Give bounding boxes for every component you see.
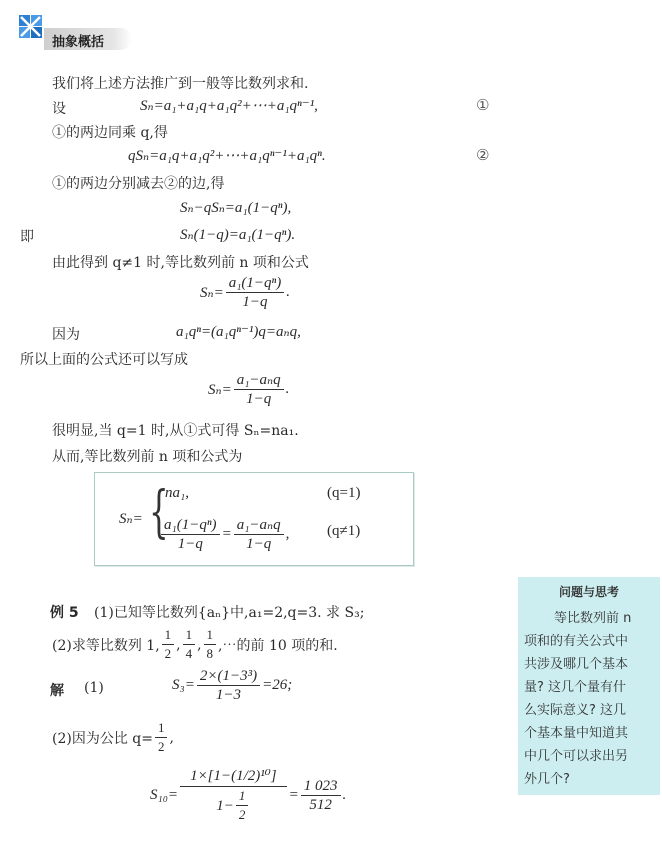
sequence-term-2-num: 1	[162, 627, 175, 645]
because-word: 因为	[52, 327, 80, 343]
solution-part-1-label: (1)	[84, 680, 104, 696]
ratio-numerator: 1	[155, 720, 168, 738]
think-sidebar	[518, 577, 660, 795]
s10-result-denominator: 512	[309, 797, 332, 813]
sequence-term-3-num: 1	[183, 627, 196, 645]
s3-lhs: S₃=	[172, 677, 195, 693]
sidebar-line: 项和的有关公式中	[524, 634, 629, 649]
s10-numerator: 1×[1−(1/2)¹⁰]	[180, 768, 287, 787]
section-title: 抽象概括	[52, 35, 105, 50]
case-1-condition: (q=1)	[327, 485, 361, 501]
sidebar-line: 外几个?	[524, 772, 570, 787]
equation-2: qSₙ=a₁q+a₁q²+⋯+a₁qⁿ⁻¹+a₁qⁿ.	[128, 148, 326, 164]
equation-6: a₁qⁿ=(a₁qⁿ⁻¹)q=aₙq,	[176, 324, 301, 340]
formula-1-denominator: 1−q	[242, 294, 268, 310]
solution-part-2	[52, 720, 174, 755]
example-part-2: (2)求等比数列 1, $\frac{1}{2}$ , $\frac{1}{4}$ , $\frac{1}{8}$ ,⋯的前 10 项的和.	[52, 627, 338, 661]
solution-s3	[172, 668, 292, 703]
s10-denominator-frac-den: 2	[238, 807, 246, 822]
sequence-term-2-den: 2	[164, 646, 172, 661]
sidebar-line: 共涉及哪几个基本	[524, 657, 629, 672]
example-label: 例 5	[50, 605, 79, 621]
section-cube-icon	[18, 14, 44, 42]
step-q-equals-1: 很明显,当 q=1 时,从①式可得 Sₙ=na₁.	[52, 423, 299, 439]
equation-3: Sₙ−qSₙ=a₁(1−qⁿ),	[180, 200, 292, 216]
s10-period: .	[342, 787, 347, 803]
example-part-2-prefix: (2)求等比数列 1,	[52, 637, 160, 654]
sidebar-title: 问题与思考	[558, 585, 619, 599]
case-2-comma: ,	[285, 526, 290, 542]
solution-part-2-suffix: ,	[169, 729, 174, 746]
case-2-numerator-1: a₁(1−qⁿ)	[161, 517, 220, 535]
case-2-numerator-2: a₁−aₙq	[234, 517, 284, 535]
sidebar-line: 量? 这几个量有什	[524, 680, 627, 695]
box-lhs: Sₙ=	[119, 511, 143, 527]
equation-4: Sₙ(1−q)=a₁(1−qⁿ).	[180, 227, 296, 243]
step-formula-intro: 由此得到 q≠1 时,等比数列前 n 项和公式	[52, 255, 309, 271]
case-2-condition: (q≠1)	[327, 523, 361, 539]
case-2-equals: =	[221, 526, 232, 542]
intro-text: 我们将上述方法推广到一般等比数列求和.	[52, 76, 309, 92]
solution-label: 解	[50, 683, 64, 699]
s10-denominator-frac-num: 1	[236, 788, 249, 806]
equation-1-marker: ①	[476, 96, 490, 114]
let-word: 设	[52, 101, 66, 117]
step-rewrite: 所以上面的公式还可以写成	[20, 352, 188, 368]
case-1-expression: na₁,	[165, 485, 189, 501]
equation-1: Sₙ=a₁+a₁q+a₁q²+⋯+a₁qⁿ⁻¹,	[140, 98, 318, 114]
sidebar-line: 等比数列前 n	[554, 611, 632, 626]
example-part-2-suffix: ,⋯的前 10 项的和.	[218, 637, 338, 654]
sequence-term-3-den: 4	[185, 646, 193, 661]
case-2-denominator-2: 1−q	[246, 536, 272, 552]
s10-equals: =	[288, 787, 299, 803]
case-2-expression	[159, 517, 289, 552]
formula-1: Sₙ= $\frac{\text{a₁(1−qⁿ)}}{1-q}$ .	[200, 275, 291, 310]
example-part-1: (1)已知等比数列{aₙ}中,a₁=2,q=3. 求 S₃;	[94, 605, 365, 621]
formula-1-numerator: a₁(1−qⁿ)	[226, 275, 285, 293]
step-conclusion: 从而,等比数列前 n 项和公式为	[52, 449, 243, 465]
sequence-term-4-num: 1	[204, 627, 217, 645]
equation-2-marker: ②	[476, 146, 490, 164]
formula-2-denominator: 1−q	[246, 391, 272, 407]
case-2-denominator-1: 1−q	[177, 536, 203, 552]
formula-1-lhs: Sₙ=	[200, 285, 224, 301]
sidebar-line: 中几个可以求出另	[524, 749, 629, 764]
sum-formula-box	[94, 472, 414, 566]
formula-2-numerator: a₁−aₙq	[234, 372, 284, 390]
solution-s10	[150, 768, 346, 823]
sidebar-line: 么实际意义? 这几	[524, 703, 627, 718]
s3-result: =26;	[262, 677, 293, 693]
s10-denominator-prefix: 1−	[216, 797, 234, 814]
s10-lhs: S₁₀=	[150, 787, 179, 803]
s3-denominator: 1−3	[215, 687, 242, 703]
sequence-term-4-den: 8	[206, 646, 214, 661]
that-is-word: 即	[20, 229, 34, 245]
step-multiply: ①的两边同乘 q,得	[52, 125, 168, 141]
s10-result-numerator: 1 023	[301, 778, 341, 796]
s3-numerator: 2×(1−3³)	[197, 668, 260, 686]
solution-part-2-prefix: (2)因为公比 q=	[52, 730, 153, 747]
ratio-denominator: 2	[157, 739, 165, 754]
formula-2: Sₙ= $\frac{\text{a₁−aₙq}}{1-q}$ .	[208, 372, 290, 407]
sidebar-line: 个基本量中知道其	[524, 726, 629, 741]
step-subtract: ①的两边分别减去②的边,得	[52, 176, 225, 192]
formula-2-lhs: Sₙ=	[208, 382, 232, 398]
left-brace: {	[149, 480, 169, 545]
